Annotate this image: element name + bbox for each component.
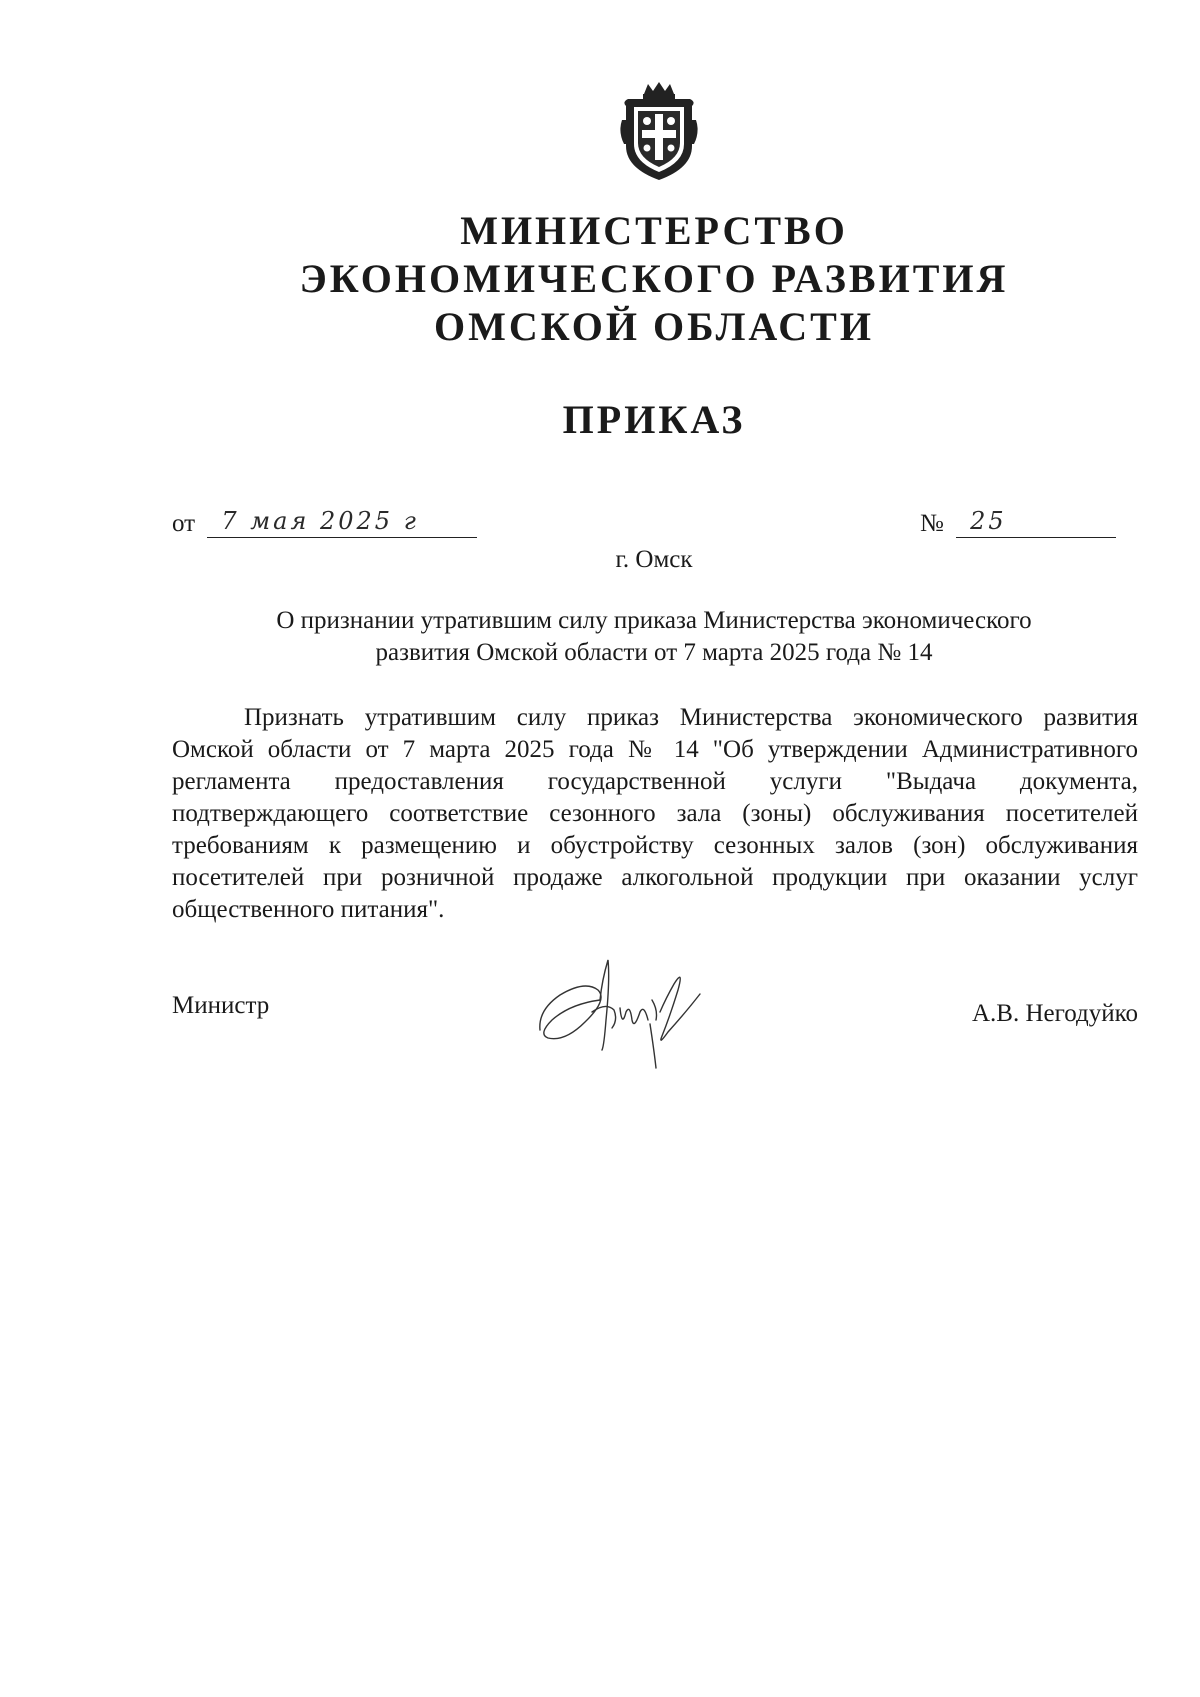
handwritten-date: 7 мая 2025 г [221, 507, 419, 535]
date-prefix: от [172, 510, 196, 537]
ministry-name-line3: ОМСКОЙ ОБЛАСТИ [434, 304, 874, 349]
body-paragraph: Признать утратившим силу приказ Министерства экономического развития Омской области от 7 марта 2025 года № 14 "Об утверждении Административного регламента предоставления государственной услуги "Выдача документа, подтверждающего соответствие сезонного зала (зоны) обслуживания посетителей требованиям к размещению и обустройству сезонных залов (зон) обслуживания посетителей при розничной продаже алкогольной продукции при оказании услуг общественного питания". [172, 704, 1138, 923]
coat-of-arms-icon [616, 80, 702, 184]
document-subject [0, 605, 1200, 669]
subject-line2: развития Омской области от 7 марта 2025 года № 14 [375, 639, 933, 666]
ministry-name-line2: ЭКОНОМИЧЕСКОГО РАЗВИТИЯ [299, 256, 1009, 301]
date-row [172, 507, 477, 538]
number-field [956, 507, 1116, 538]
signer-title: Министр [172, 992, 270, 1019]
handwritten-number: 25 [970, 507, 1007, 535]
date-field [207, 507, 477, 538]
handwritten-signature-icon [530, 950, 750, 1090]
signer-name: А.В. Негодуйко [971, 1000, 1138, 1027]
ministry-name-line1: МИНИСТЕРСТВО [460, 208, 848, 253]
subject-line1: О признании утратившим силу приказа Министерства экономического [276, 607, 1032, 634]
number-prefix: № [920, 510, 944, 537]
number-row [920, 507, 1116, 538]
city: г. Омск [615, 546, 693, 573]
document-type: ПРИКАЗ [562, 397, 746, 442]
